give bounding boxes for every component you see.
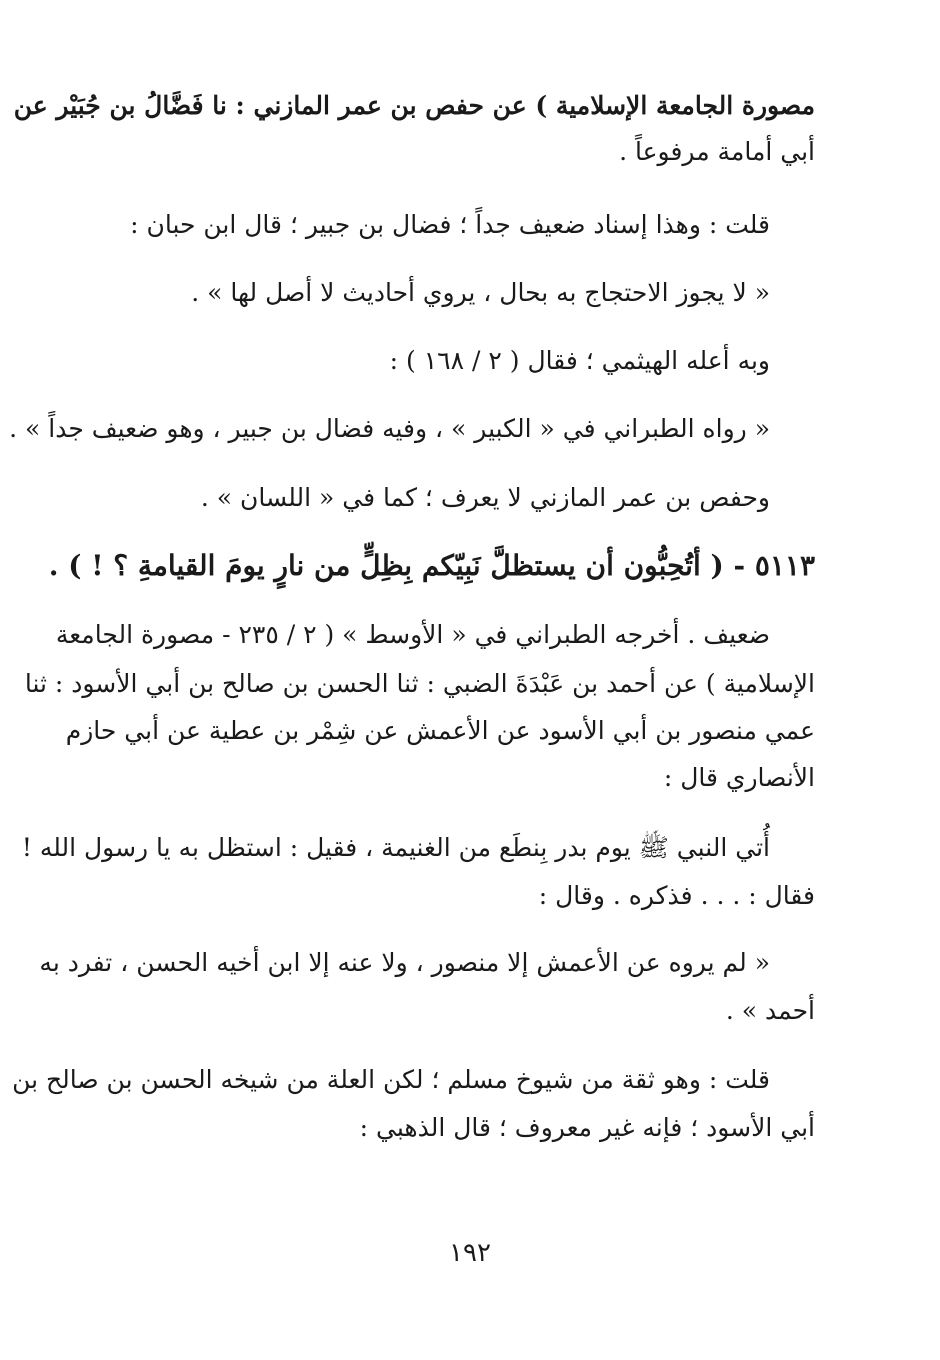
- text-line: ضعيف . أخرجه الطبراني في « الأوسط » ( ٢ / ٢٣٥ - مصورة الجامعة: [55, 620, 770, 649]
- text-line: عمي منصور بن أبي الأسود عن الأعمش عن شِمْر بن عطية عن أبي حازم: [65, 716, 815, 745]
- text-line: « لا يجوز الاحتجاج به بحال ، يروي أحاديث لا أصل لها » .: [191, 278, 770, 307]
- text-line: أبي أمامة مرفوعاً .: [619, 137, 815, 166]
- page-number: ١٩٢: [449, 1238, 491, 1268]
- text-line: قلت : وهو ثقة من شيوخ مسلم ؛ لكن العلة من شيخه الحسن بن صالح بن: [12, 1065, 770, 1094]
- text-line: قلت : وهذا إسناد ضعيف جداً ؛ فضال بن جبير ؛ قال ابن حبان :: [130, 210, 770, 239]
- text-line: أحمد » .: [725, 996, 815, 1025]
- text-line: مصورة الجامعة الإسلامية ) عن حفص بن عمر المازني : نا فَضَّالُ بن جُبَيْر عن: [13, 91, 815, 120]
- text-line: فقال : . . . فذكره . وقال :: [538, 881, 815, 910]
- text-line: وحفص بن عمر المازني لا يعرف ؛ كما في « اللسان » .: [200, 483, 770, 512]
- text-line: الأنصاري قال :: [663, 763, 815, 792]
- text-line: وبه أعله الهيثمي ؛ فقال ( ٢ / ١٦٨ ) :: [389, 346, 770, 375]
- text-line: « لم يروه عن الأعمش إلا منصور ، ولا عنه إلا ابن أخيه الحسن ، تفرد به: [39, 948, 770, 977]
- text-line: أبي الأسود ؛ فإنه غير معروف ؛ قال الذهبي :: [359, 1113, 815, 1142]
- hadith-title: ٥١١٣ - ( أتُحِبُّون أن يستظلَّ نَبِيّكم بِظِلٍّ من نارٍ يومَ القيامةِ ؟ ! ) .: [48, 549, 815, 582]
- text-line: « رواه الطبراني في « الكبير » ، وفيه فضال بن جبير ، وهو ضعيف جداً » .: [9, 414, 770, 443]
- text-line: أُتي النبي ﷺ يوم بدر بِنطَع من الغنيمة ، فقيل : استظل به يا رسول الله !: [21, 833, 770, 862]
- text-line: الإسلامية ) عن أحمد بن عَبْدَةَ الضبي : ثنا الحسن بن صالح بن أبي الأسود : ثنا: [24, 669, 815, 698]
